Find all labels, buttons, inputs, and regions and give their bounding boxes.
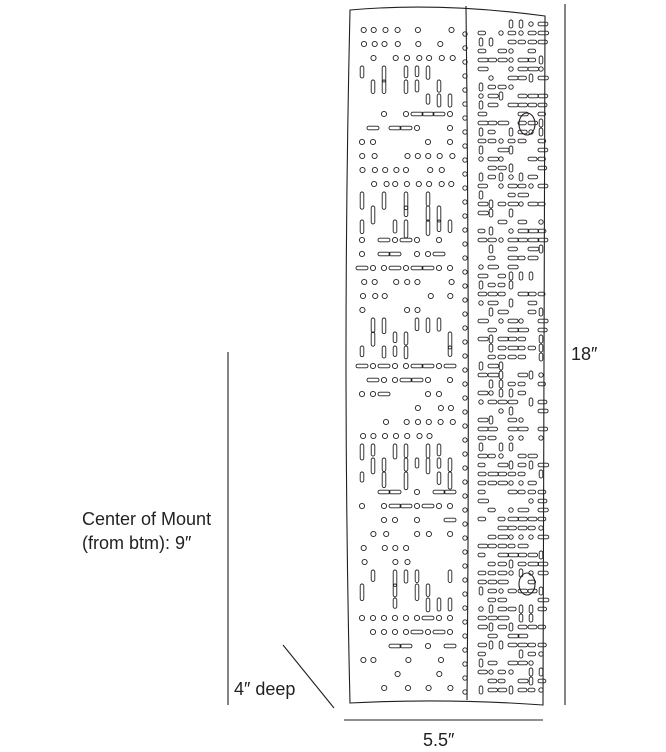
sconce-outline xyxy=(346,7,545,705)
mount-center-sublabel: (from btm): 9″ xyxy=(82,533,192,553)
depth-label: 4″ deep xyxy=(234,679,296,699)
height-label: 18″ xyxy=(571,344,598,364)
perforation-pattern xyxy=(356,20,549,694)
width-label: 5.5″ xyxy=(423,730,455,750)
mount-center-label: Center of Mount xyxy=(82,509,212,529)
